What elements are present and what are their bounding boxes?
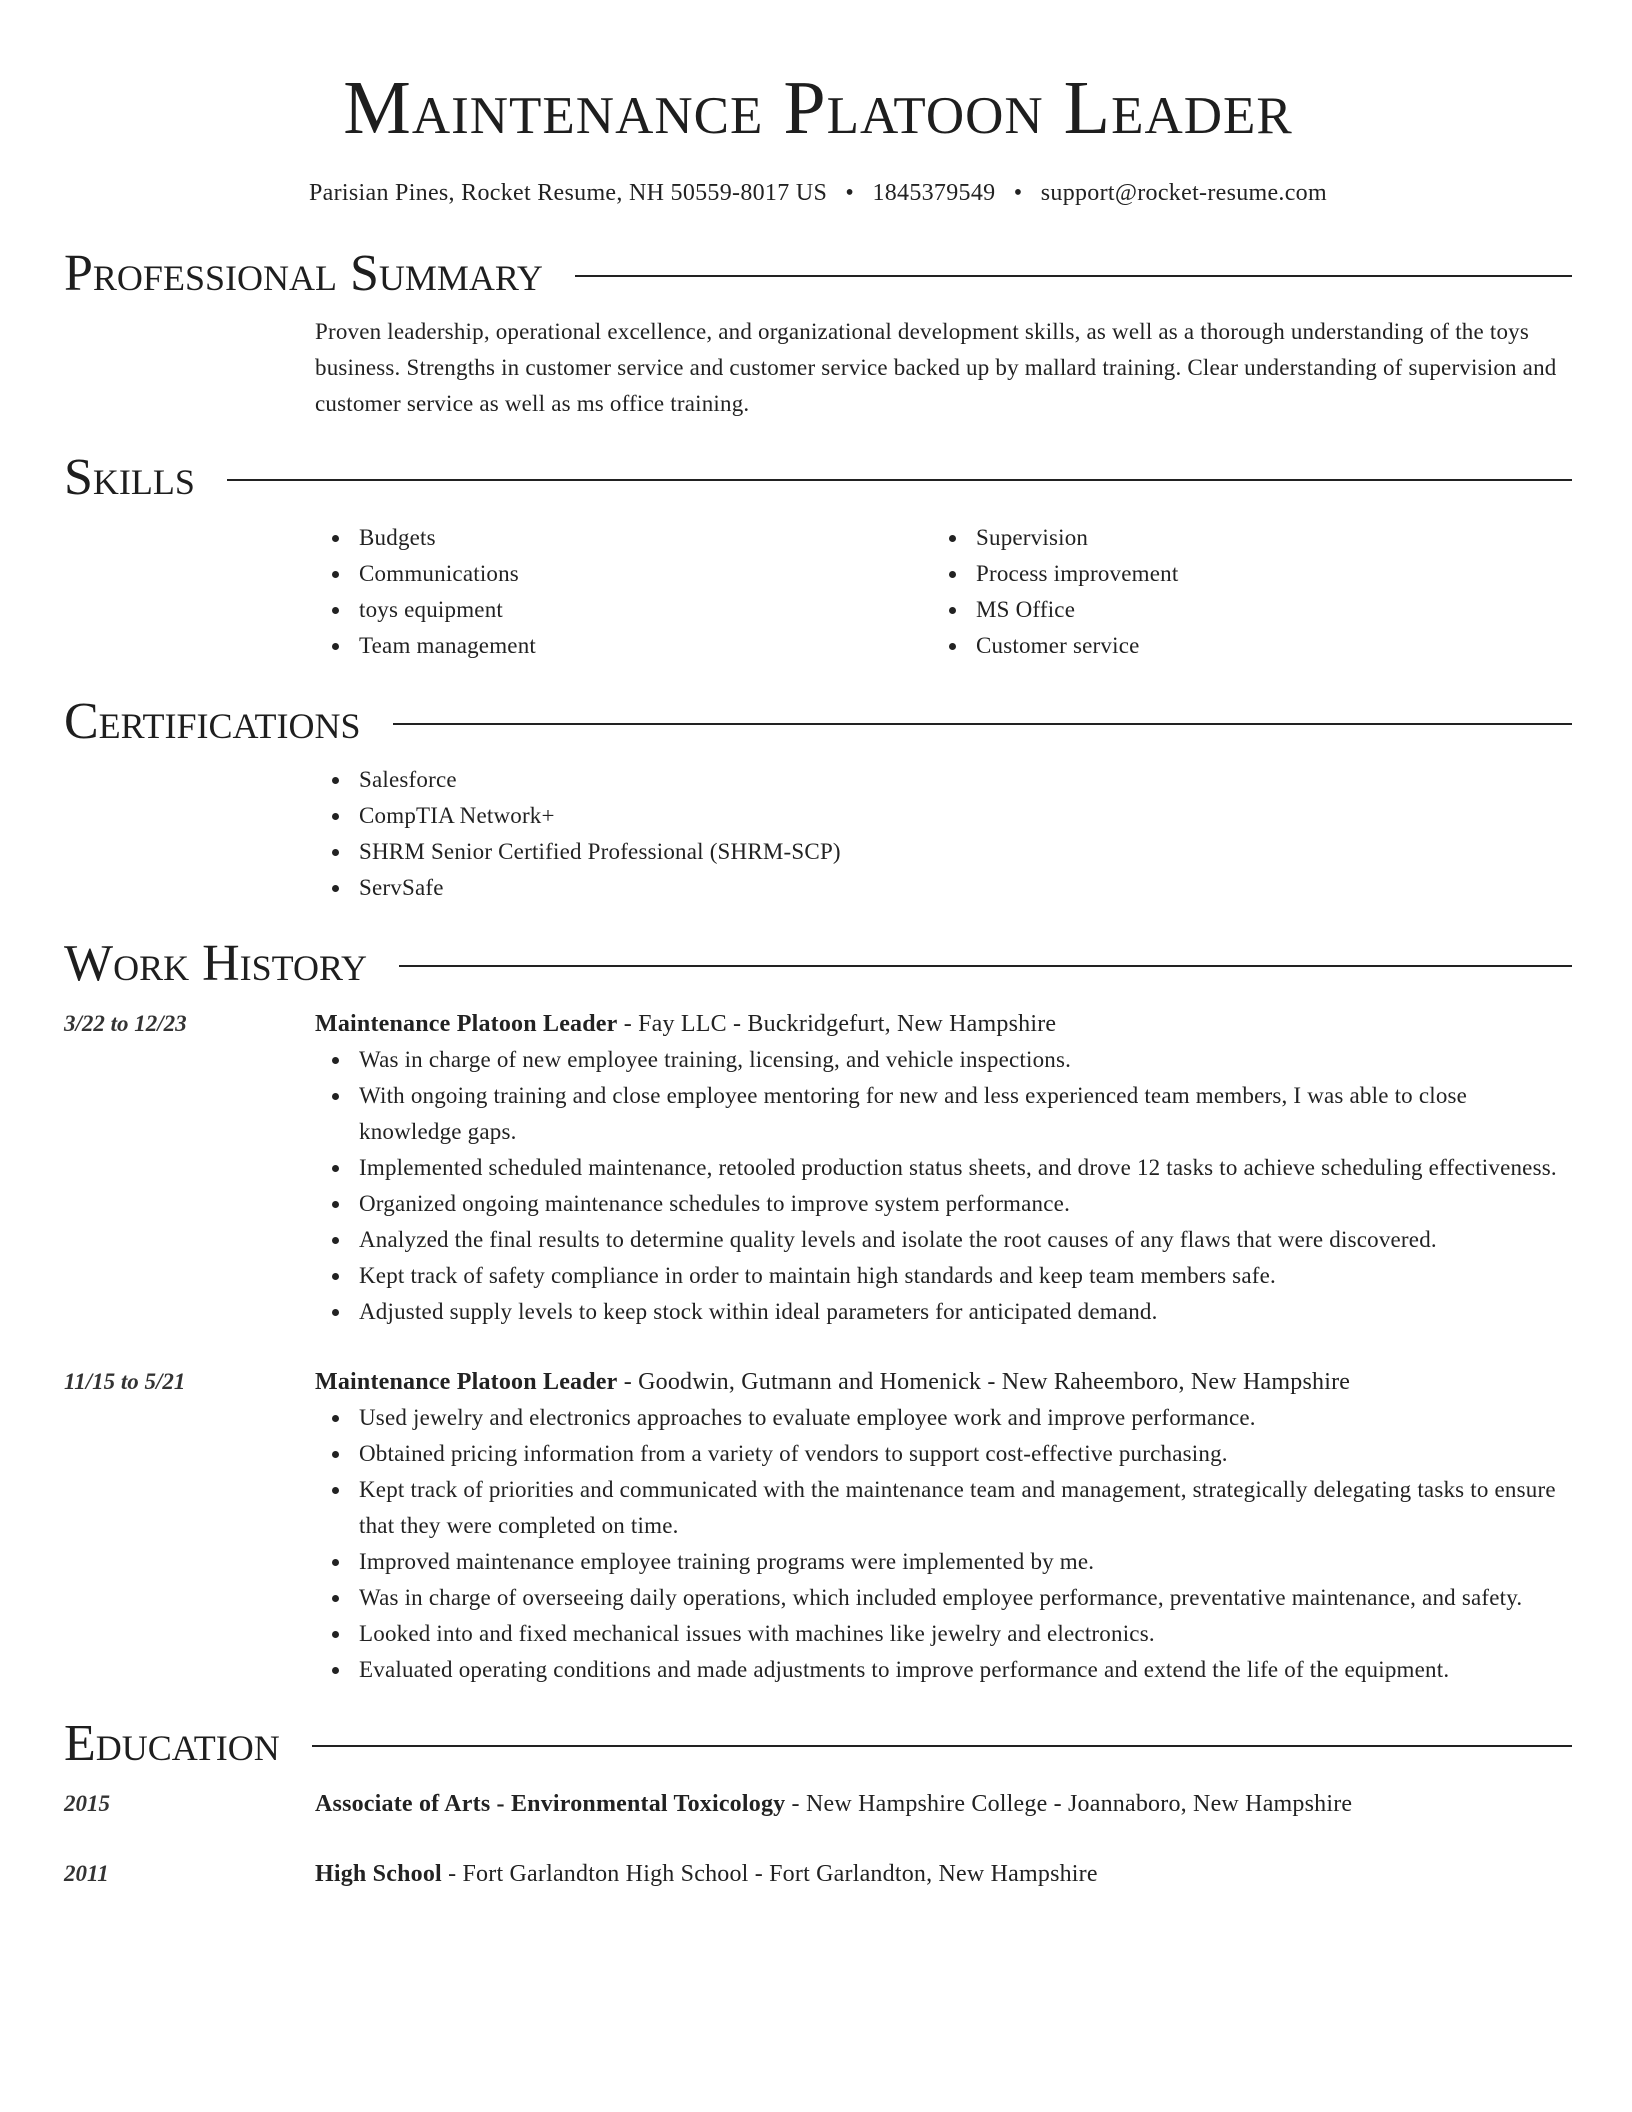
certification-item: ServSafe	[315, 870, 1572, 906]
certifications-title: Certifications	[64, 693, 361, 750]
job-role: Maintenance Platoon Leader	[315, 1011, 618, 1037]
contact-separator: •	[1013, 180, 1023, 206]
section-divider	[227, 479, 1572, 481]
skills-title: Skills	[64, 449, 195, 506]
job-heading	[315, 1364, 1572, 1400]
job-entry	[64, 1006, 1572, 1330]
contact-email[interactable]: support@rocket-resume.com	[1040, 180, 1327, 206]
education-school-location: - Fort Garlandton High School - Fort Garlandton, New Hampshire	[441, 1861, 1098, 1887]
work-history-title: Work History	[64, 935, 368, 992]
job-employer-location: - Fay LLC - Buckridgefurt, New Hampshire	[617, 1011, 1057, 1037]
job-bullet: Used jewelry and electronics approaches to evaluate employee work and improve performance.	[315, 1400, 1572, 1436]
job-entry	[64, 1364, 1572, 1688]
certifications-section-header	[64, 692, 1572, 752]
job-bullet: Was in charge of overseeing daily operations, which included employee performance, preventative maintenance, and safety.	[315, 1580, 1572, 1616]
summary-section-header	[64, 244, 1572, 304]
summary-text: Proven leadership, operational excellence, and organizational development skills, as well as a thorough understanding of the toys business. Strengths in customer service and customer service backed up by mallard training. Clear understanding of supervision and customer service as well as ms office training.	[315, 319, 1557, 416]
job-bullet: Kept track of priorities and communicated with the maintenance team and management, strategically delegating tasks to ensure that they were completed on time.	[315, 1472, 1572, 1544]
candidate-name: Maintenance Platoon Leader	[343, 66, 1293, 150]
job-bullet: Adjusted supply levels to keep stock within ideal parameters for anticipated demand.	[315, 1294, 1572, 1330]
skill-item: toys equipment	[315, 592, 932, 628]
contact-line	[64, 178, 1572, 208]
job-dates: 11/15 to 5/21	[64, 1369, 186, 1394]
certifications-list	[315, 762, 1572, 906]
job-bullet: Kept track of safety compliance in order to maintain high standards and keep team members safe.	[315, 1258, 1572, 1294]
skill-item: Process improvement	[932, 556, 1549, 592]
job-bullet: Analyzed the final results to determine quality levels and isolate the root causes of any flaws that were discovered.	[315, 1222, 1572, 1258]
contact-separator: •	[845, 180, 855, 206]
section-divider	[575, 275, 1572, 277]
job-bullet: With ongoing training and close employee mentoring for new and less experienced team members, I was able to close knowledge gaps.	[315, 1078, 1572, 1150]
job-bullet: Evaluated operating conditions and made adjustments to improve performance and extend the life of the equipment.	[315, 1652, 1572, 1688]
resume-page	[64, 0, 1572, 1892]
skill-item: MS Office	[932, 592, 1549, 628]
section-divider	[393, 723, 1572, 725]
job-bullet: Implemented scheduled maintenance, retooled production status sheets, and drove 12 tasks to achieve scheduling effectiveness.	[315, 1150, 1572, 1186]
job-bullet: Looked into and fixed mechanical issues with machines like jewelry and electronics.	[315, 1616, 1572, 1652]
work-history-section-header	[64, 934, 1572, 994]
section-divider	[312, 1745, 1572, 1747]
skills-list	[315, 520, 1572, 664]
education-year: 2015	[64, 1791, 110, 1816]
education-degree: Associate of Arts - Environmental Toxicology	[315, 1791, 786, 1817]
education-year: 2011	[64, 1861, 109, 1886]
job-bullet: Improved maintenance employee training programs were implemented by me.	[315, 1544, 1572, 1580]
education-entry	[64, 1786, 1572, 1822]
certification-item: SHRM Senior Certified Professional (SHRM-SCP)	[315, 834, 1572, 870]
skill-item: Supervision	[932, 520, 1549, 556]
certification-item: Salesforce	[315, 762, 1572, 798]
contact-phone[interactable]: 1845379549	[872, 180, 996, 206]
skill-item: Communications	[315, 556, 932, 592]
summary-title: Professional Summary	[64, 245, 543, 302]
job-bullet: Organized ongoing maintenance schedules to improve system performance.	[315, 1186, 1572, 1222]
job-employer-location: - Goodwin, Gutmann and Homenick - New Raheemboro, New Hampshire	[617, 1369, 1351, 1395]
job-bullet: Was in charge of new employee training, licensing, and vehicle inspections.	[315, 1042, 1572, 1078]
education-degree: High School	[315, 1861, 442, 1887]
section-divider	[399, 965, 1572, 967]
job-heading	[315, 1006, 1572, 1042]
education-section-header	[64, 1714, 1572, 1774]
job-dates: 3/22 to 12/23	[64, 1011, 187, 1036]
skill-item: Budgets	[315, 520, 932, 556]
contact-address: Parisian Pines, Rocket Resume, NH 50559-8017 US	[309, 180, 828, 206]
certification-item: CompTIA Network+	[315, 798, 1572, 834]
job-bullet: Obtained pricing information from a variety of vendors to support cost-effective purchasing.	[315, 1436, 1572, 1472]
skill-item: Team management	[315, 628, 932, 664]
skills-section-header	[64, 448, 1572, 508]
education-entry	[64, 1856, 1572, 1892]
job-bullets	[315, 1400, 1572, 1688]
skill-item: Customer service	[932, 628, 1549, 664]
education-school-location: - New Hampshire College - Joannaboro, New Hampshire	[785, 1791, 1353, 1817]
job-bullets	[315, 1042, 1572, 1330]
skills-column-left	[315, 520, 932, 664]
skills-column-right	[932, 520, 1549, 664]
job-role: Maintenance Platoon Leader	[315, 1369, 618, 1395]
education-title: Education	[64, 1715, 280, 1772]
